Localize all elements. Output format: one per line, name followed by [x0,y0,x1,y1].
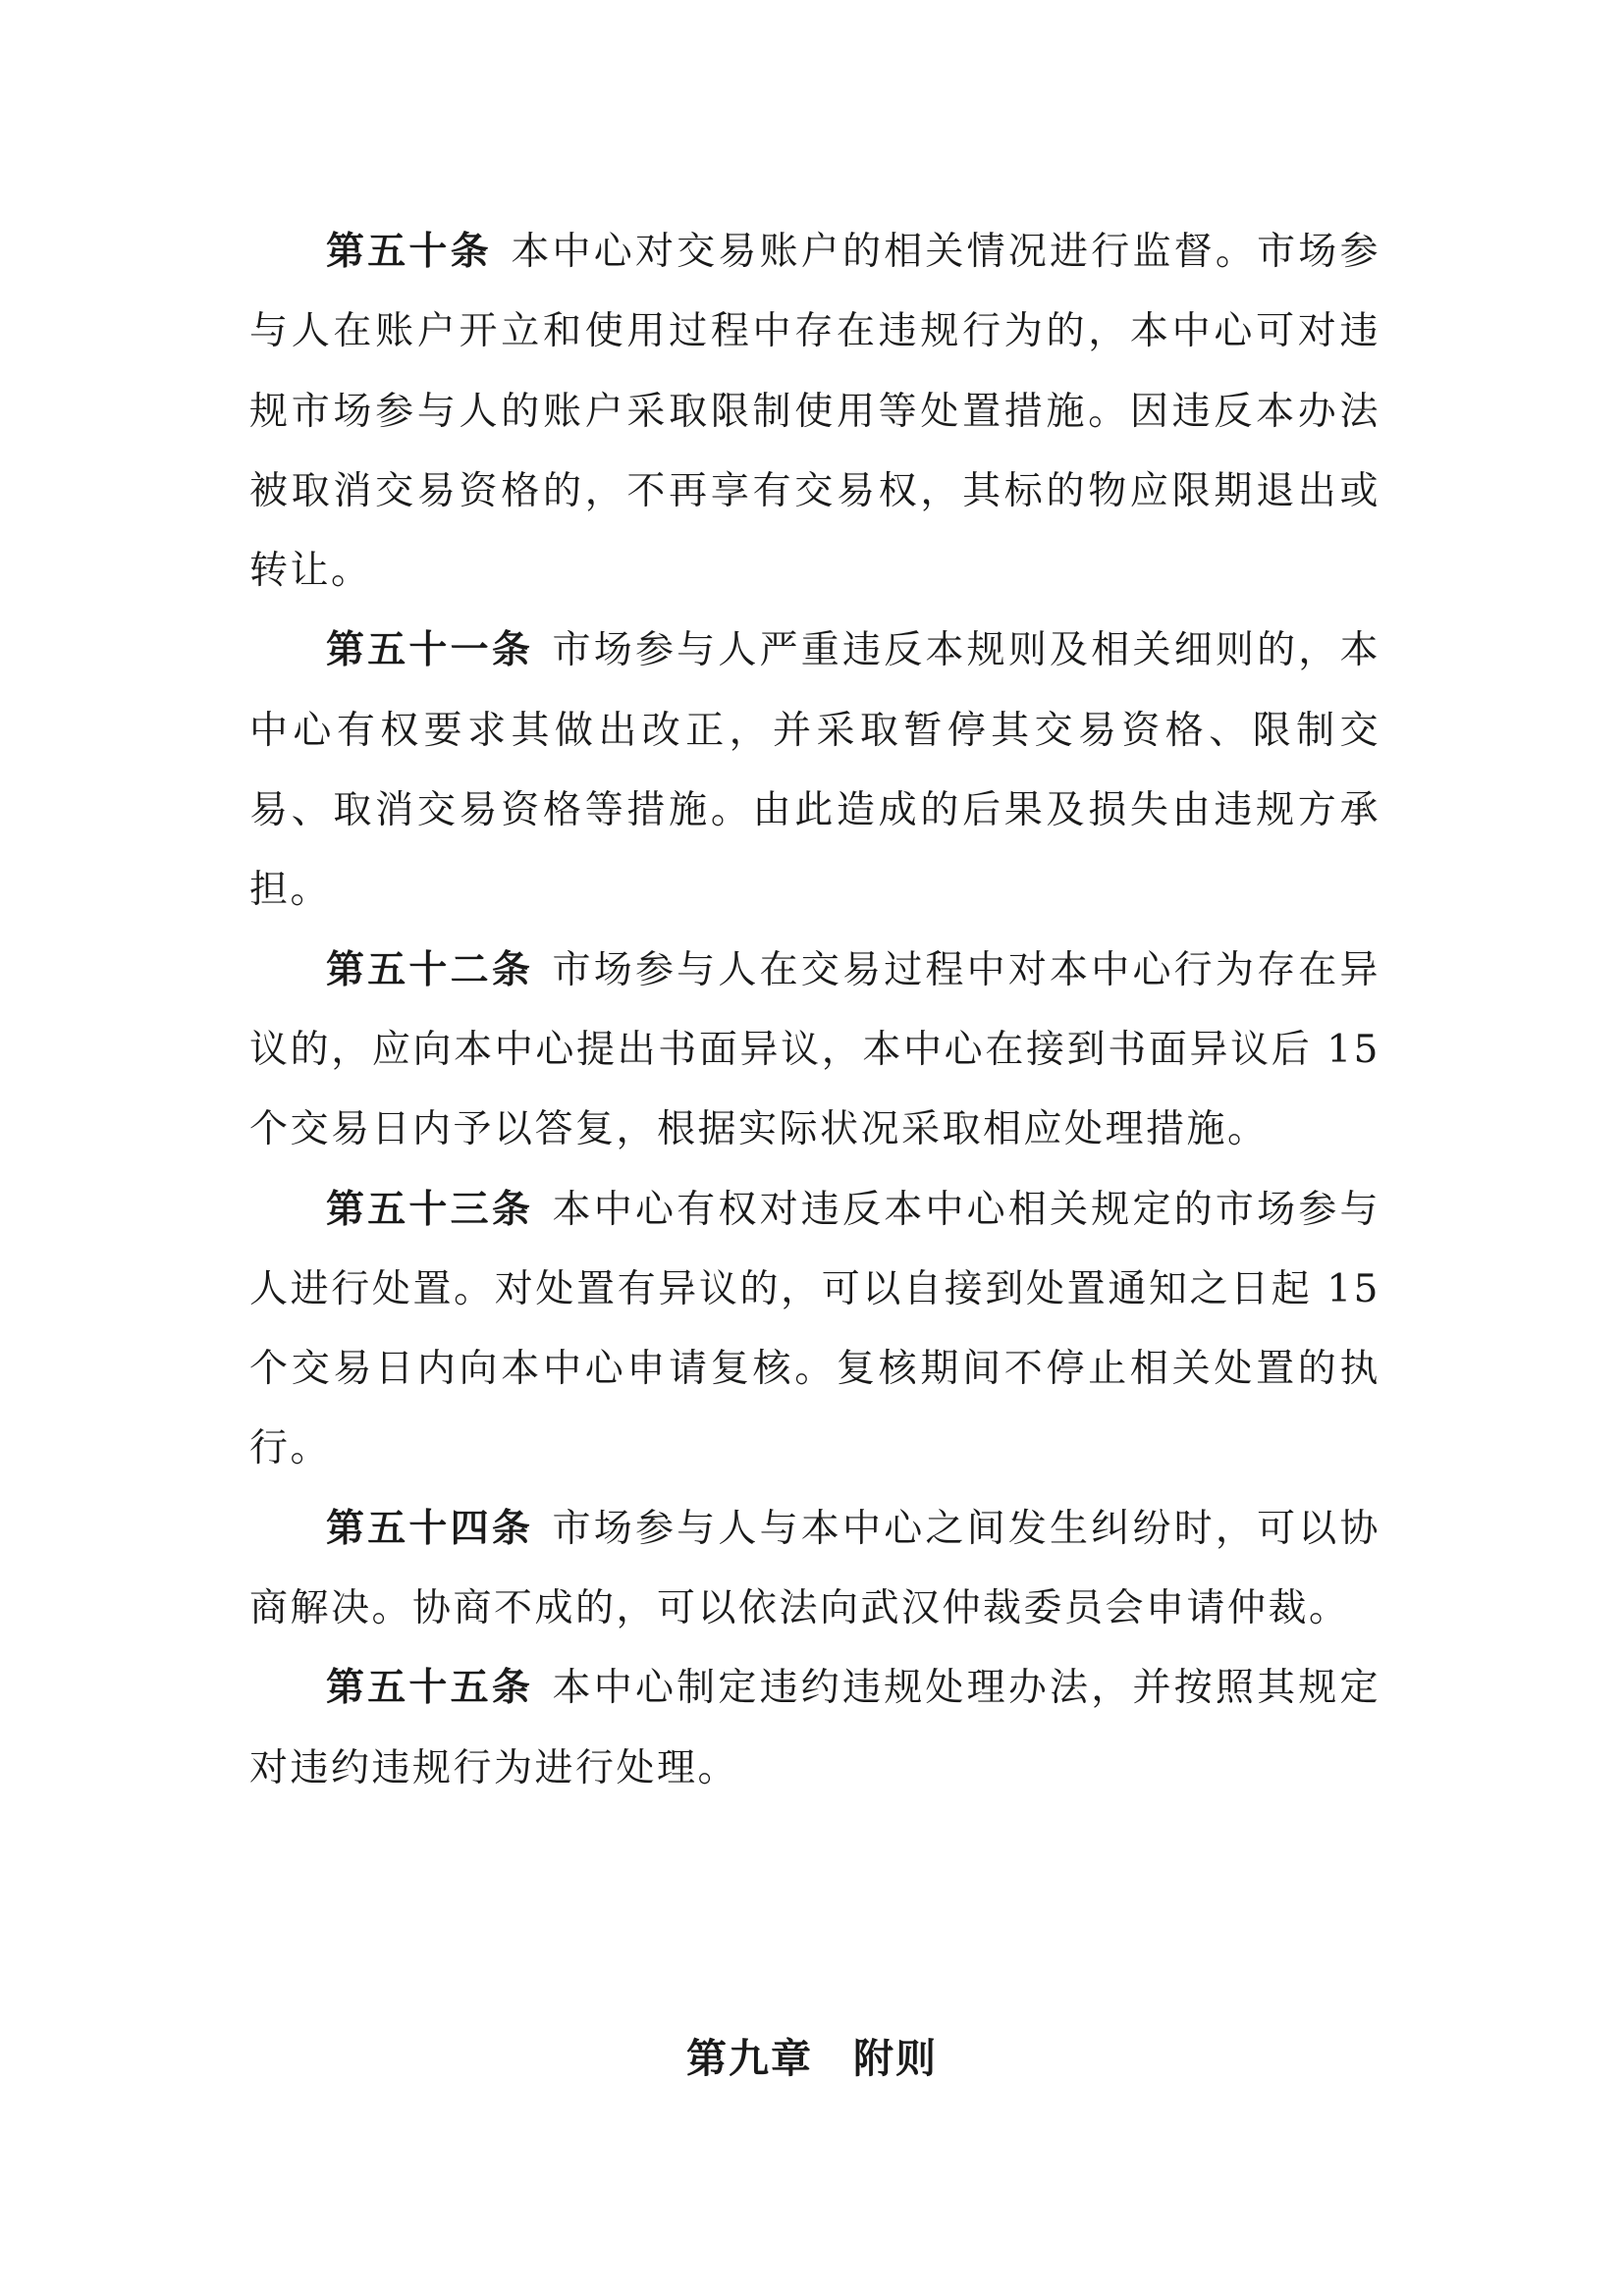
article-label: 第五十二条 [326,947,534,992]
article-text: 本中心对交易账户的相关情况进行监督。市场参与人在账户开立和使用过程中存在违规行为的，本中心可对违规市场参与人的账户采取限制使用等处置措施。因违反本办法被取消交易资格的，不再享有交易权，其标的物应限期退出或转让。 [249,230,1380,594]
article-52 [249,931,1380,1170]
article-list [249,212,1380,1808]
article-label: 第五十三条 [326,1187,534,1232]
article-text: 市场参与人与本中心之间发生纠纷时，可以协商解决。协商不成的，可以依法向武汉仲裁委员会申请仲裁。 [249,1506,1380,1631]
article-text: 市场参与人严重违反本规则及相关细则的，本中心有权要求其做出改正，并采取暂停其交易资格、限制交易、取消交易资格等措施。由此造成的后果及损失由违规方承担。 [249,628,1380,913]
article-55 [249,1648,1380,1808]
article-text: 本中心制定违约违规处理办法，并按照其规定对违约违规行为进行处理。 [249,1666,1380,1790]
article-label: 第五十条 [326,230,492,274]
chapter-heading [0,2026,1624,2084]
article-label: 第五十五条 [326,1666,534,1711]
article-text: 市场参与人在交易过程中对本中心行为存在异议的，应向本中心提出书面异议，本中心在接到书面异议后 15 个交易日内予以答复，根据实际状况采取相应处理措施。 [249,947,1380,1152]
chapter-title: 附则 [853,2035,938,2082]
chapter-number: 第九章 [686,2035,813,2082]
article-label: 第五十一条 [326,628,534,673]
article-text: 本中心有权对违反本中心相关规定的市场参与人进行处置。对处置有异议的，可以自接到处置通知之日起 15 个交易日内向本中心申请复核。复核期间不停止相关处置的执行。 [249,1187,1380,1471]
article-54 [249,1489,1380,1649]
article-53 [249,1170,1380,1489]
article-50 [249,212,1380,611]
article-51 [249,611,1380,930]
article-label: 第五十四条 [326,1506,534,1551]
